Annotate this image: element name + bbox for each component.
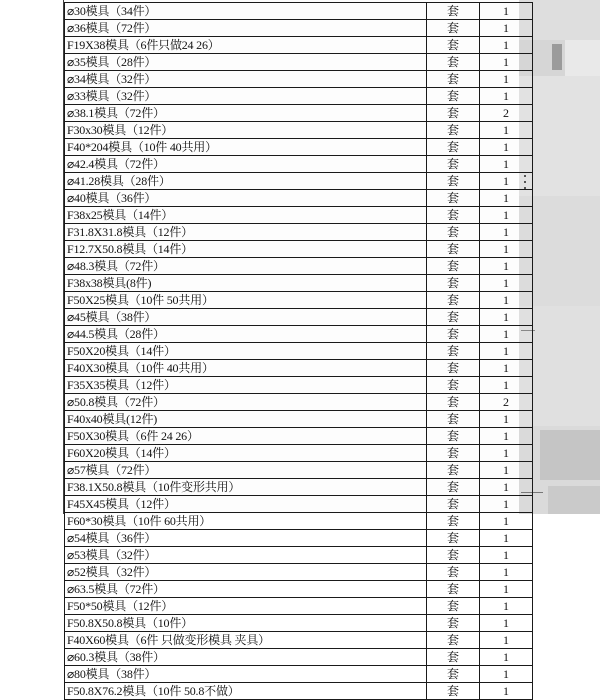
cell-unit: 套 — [427, 649, 480, 666]
cell-item-name: ⌀57模具（72件） — [65, 462, 427, 479]
cell-item-name: F50X30模具（6件 24 26） — [65, 428, 427, 445]
cell-quantity: 2 — [480, 394, 533, 411]
cell-quantity: 1 — [480, 411, 533, 428]
cell-item-name: F40x40模具(12件) — [65, 411, 427, 428]
cell-item-name: ⌀48.3模具（72件） — [65, 258, 427, 275]
cell-unit: 套 — [427, 326, 480, 343]
cell-quantity: 1 — [480, 241, 533, 258]
cell-quantity: 1 — [480, 598, 533, 615]
cell-unit: 套 — [427, 88, 480, 105]
table-row — [65, 241, 533, 258]
cell-unit: 套 — [427, 394, 480, 411]
cell-unit: 套 — [427, 632, 480, 649]
table-row — [65, 37, 533, 54]
cell-item-name: ⌀63.5模具（72件） — [65, 581, 427, 598]
cell-quantity: 1 — [480, 292, 533, 309]
cell-unit: 套 — [427, 598, 480, 615]
table-row — [65, 598, 533, 615]
table-row — [65, 479, 533, 496]
cell-unit: 套 — [427, 496, 480, 513]
cell-item-name: ⌀60.3模具（38件） — [65, 649, 427, 666]
cell-quantity: 1 — [480, 547, 533, 564]
cell-quantity: 1 — [480, 258, 533, 275]
cell-unit: 套 — [427, 445, 480, 462]
cell-quantity: 1 — [480, 173, 533, 190]
cell-unit: 套 — [427, 71, 480, 88]
cell-quantity: 1 — [480, 462, 533, 479]
table-row — [65, 513, 533, 530]
cell-quantity: 1 — [480, 581, 533, 598]
cell-unit: 套 — [427, 54, 480, 71]
cell-item-name: ⌀33模具（32件） — [65, 88, 427, 105]
cell-item-name: ⌀54模具（36件） — [65, 530, 427, 547]
cell-quantity: 1 — [480, 564, 533, 581]
cell-item-name: ⌀36模具（72件） — [65, 20, 427, 37]
cell-item-name: F38x38模具(8件) — [65, 275, 427, 292]
cell-unit: 套 — [427, 343, 480, 360]
cell-item-name: ⌀53模具（32件） — [65, 547, 427, 564]
table-row — [65, 139, 533, 156]
table-row — [65, 3, 533, 20]
cell-quantity: 1 — [480, 190, 533, 207]
cell-quantity: 1 — [480, 20, 533, 37]
table-row — [65, 547, 533, 564]
cell-item-name: ⌀45模具（38件） — [65, 309, 427, 326]
cell-unit: 套 — [427, 479, 480, 496]
cell-unit: 套 — [427, 173, 480, 190]
cell-quantity: 1 — [480, 309, 533, 326]
cell-quantity: 1 — [480, 479, 533, 496]
cell-quantity: 1 — [480, 445, 533, 462]
cell-quantity: 1 — [480, 122, 533, 139]
cell-quantity: 1 — [480, 666, 533, 683]
table-row — [65, 649, 533, 666]
table-row — [65, 496, 533, 513]
cell-unit: 套 — [427, 530, 480, 547]
table-row — [65, 88, 533, 105]
cell-unit: 套 — [427, 683, 480, 700]
cell-item-name: F40X30模具（10件 40共用） — [65, 360, 427, 377]
cell-unit: 套 — [427, 258, 480, 275]
cell-unit: 套 — [427, 20, 480, 37]
cell-quantity: 2 — [480, 105, 533, 122]
cell-item-name: F19X38模具（6件只做24 26） — [65, 37, 427, 54]
cell-item-name: F60X20模具（14件） — [65, 445, 427, 462]
cell-quantity: 1 — [480, 37, 533, 54]
cell-unit: 套 — [427, 581, 480, 598]
cell-item-name: F50.8X76.2模具（10件 50.8不做） — [65, 683, 427, 700]
cell-item-name: F35X35模具（12件） — [65, 377, 427, 394]
table-row — [65, 71, 533, 88]
table-row — [65, 683, 533, 700]
cell-unit: 套 — [427, 105, 480, 122]
cell-unit: 套 — [427, 190, 480, 207]
cell-item-name: F12.7X50.8模具（14件） — [65, 241, 427, 258]
cell-item-name: F38x25模具（14件） — [65, 207, 427, 224]
cell-unit: 套 — [427, 156, 480, 173]
table-row — [65, 258, 533, 275]
cell-unit: 套 — [427, 207, 480, 224]
cell-quantity: 1 — [480, 71, 533, 88]
table-row — [65, 190, 533, 207]
cell-unit: 套 — [427, 615, 480, 632]
cell-quantity: 1 — [480, 275, 533, 292]
cell-unit: 套 — [427, 309, 480, 326]
cell-quantity: 1 — [480, 156, 533, 173]
cell-item-name: ⌀30模具（34件） — [65, 3, 427, 20]
cell-unit: 套 — [427, 547, 480, 564]
cell-unit: 套 — [427, 139, 480, 156]
table-row — [65, 122, 533, 139]
cell-quantity: 1 — [480, 632, 533, 649]
cell-item-name: ⌀80模具（38件） — [65, 666, 427, 683]
table-row — [65, 20, 533, 37]
cell-quantity: 1 — [480, 326, 533, 343]
cell-unit: 套 — [427, 428, 480, 445]
table-row — [65, 326, 533, 343]
cell-quantity: 1 — [480, 615, 533, 632]
scan-noise-region — [548, 486, 600, 514]
cell-item-name: ⌀34模具（32件） — [65, 71, 427, 88]
page-left-margin — [0, 0, 63, 514]
table-row — [65, 632, 533, 649]
table-row — [65, 360, 533, 377]
cell-item-name: ⌀41.28模具（28件） — [65, 173, 427, 190]
table-row — [65, 173, 533, 190]
cell-quantity: 1 — [480, 683, 533, 700]
cell-item-name: ⌀50.8模具（72件） — [65, 394, 427, 411]
table-row — [65, 207, 533, 224]
table-row — [65, 428, 533, 445]
table-row — [65, 377, 533, 394]
table-row — [65, 343, 533, 360]
table-row — [65, 275, 533, 292]
cell-unit: 套 — [427, 564, 480, 581]
cell-quantity: 1 — [480, 530, 533, 547]
cell-unit: 套 — [427, 292, 480, 309]
cell-item-name: F40X60模具（6件 只做变形模具 夹具） — [65, 632, 427, 649]
cell-quantity: 1 — [480, 513, 533, 530]
cell-item-name: F38.1X50.8模具（10件变形共用） — [65, 479, 427, 496]
cell-unit: 套 — [427, 122, 480, 139]
cell-unit: 套 — [427, 224, 480, 241]
cell-item-name: ⌀44.5模具（28件） — [65, 326, 427, 343]
table-row — [65, 445, 533, 462]
table-row — [65, 581, 533, 598]
cell-item-name: F60*30模具（10件 60共用） — [65, 513, 427, 530]
cell-item-name: F30x30模具（12件） — [65, 122, 427, 139]
table-row — [65, 530, 533, 547]
table-row — [65, 105, 533, 122]
scan-noise-region — [565, 40, 600, 76]
table-row — [65, 224, 533, 241]
cell-quantity: 1 — [480, 428, 533, 445]
cell-quantity: 1 — [480, 496, 533, 513]
scan-artifact — [552, 44, 562, 70]
cell-unit: 套 — [427, 360, 480, 377]
cell-unit: 套 — [427, 37, 480, 54]
cell-item-name: ⌀35模具（28件） — [65, 54, 427, 71]
cell-item-name: ⌀40模具（36件） — [65, 190, 427, 207]
table-row — [65, 615, 533, 632]
cell-item-name: F50X25模具（10件 50共用） — [65, 292, 427, 309]
cell-quantity: 1 — [480, 224, 533, 241]
cell-unit: 套 — [427, 377, 480, 394]
cell-quantity: 1 — [480, 3, 533, 20]
cell-quantity: 1 — [480, 649, 533, 666]
table-row — [65, 309, 533, 326]
table-row — [65, 411, 533, 428]
cell-unit: 套 — [427, 462, 480, 479]
cell-quantity: 1 — [480, 360, 533, 377]
mold-list-table — [64, 2, 533, 700]
cell-quantity: 1 — [480, 207, 533, 224]
cell-item-name: ⌀38.1模具（72件） — [65, 105, 427, 122]
cell-unit: 套 — [427, 666, 480, 683]
table-row — [65, 462, 533, 479]
cell-quantity: 1 — [480, 54, 533, 71]
cell-item-name: F50X20模具（14件） — [65, 343, 427, 360]
cell-unit: 套 — [427, 513, 480, 530]
cell-item-name: ⌀42.4模具（72件） — [65, 156, 427, 173]
table-row — [65, 666, 533, 683]
table-row — [65, 394, 533, 411]
table-row — [65, 54, 533, 71]
cell-unit: 套 — [427, 3, 480, 20]
cell-item-name: ⌀52模具（32件） — [65, 564, 427, 581]
cell-unit: 套 — [427, 241, 480, 258]
cell-item-name: F40*204模具（10件 40共用） — [65, 139, 427, 156]
cell-item-name: F31.8X31.8模具（12件） — [65, 224, 427, 241]
cell-quantity: 1 — [480, 139, 533, 156]
cell-item-name: F45X45模具（12件） — [65, 496, 427, 513]
cell-unit: 套 — [427, 275, 480, 292]
cell-quantity: 1 — [480, 88, 533, 105]
cell-item-name: F50.8X50.8模具（10件） — [65, 615, 427, 632]
mold-list-table-wrap — [64, 2, 519, 700]
table-row — [65, 156, 533, 173]
cell-quantity: 1 — [480, 343, 533, 360]
table-row — [65, 564, 533, 581]
cell-quantity: 1 — [480, 377, 533, 394]
cell-item-name: F50*50模具（12件） — [65, 598, 427, 615]
cell-unit: 套 — [427, 411, 480, 428]
table-row — [65, 292, 533, 309]
scan-noise-region — [540, 430, 600, 480]
